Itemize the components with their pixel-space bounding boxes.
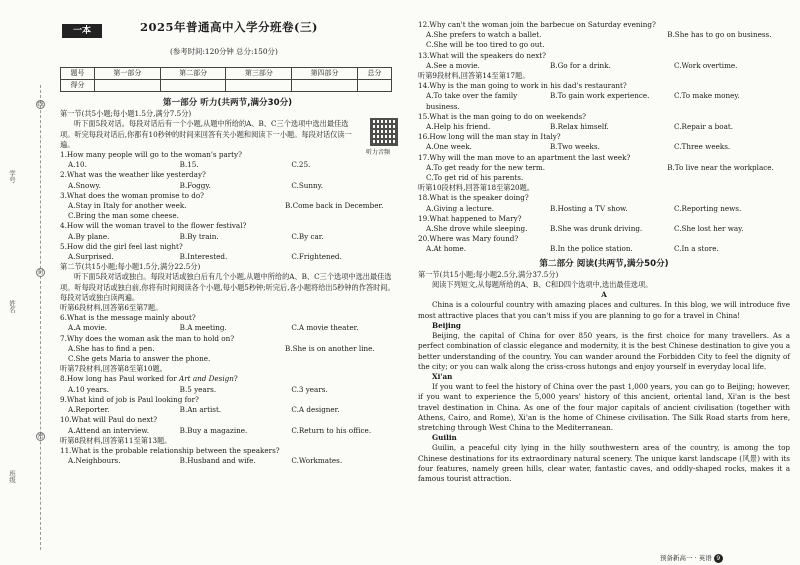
option-a[interactable]: A.She has to find a pen. [68, 343, 155, 353]
option-a[interactable]: A.10 years. [68, 384, 109, 394]
article-paragraph-guilin: Guilin, a peaceful city lying in the hilly southwestern area of the country, is among the top Chinese destinations for its extraordinary natural scenery. The unique karst landscape (风景) with its four features, namely green hills, clear water, fantastic caves, and oddly-shaped rocks, makes it a famous tourist attraction. [418, 443, 790, 483]
option-a[interactable]: A.Snowy. [68, 180, 101, 190]
option-a[interactable]: A.She drove while sleeping. [426, 224, 528, 234]
score-cell[interactable] [226, 80, 292, 92]
qr-code-icon[interactable] [370, 118, 398, 146]
option-a[interactable]: A.Reporter. [68, 405, 110, 415]
option-c[interactable]: C.25. [291, 160, 311, 170]
option-c[interactable]: C.She lost her way. [674, 224, 744, 234]
question-15: 15.What is the man going to do on weekends? [418, 111, 586, 121]
material-10-note: 听第10段材料,回答第18至第20题。 [418, 183, 534, 193]
section1-directions: 听下面5段对话。每段对话后有一个小题,从题中所给的A、B、C三个选项中选出最佳选项。听完每段对话后,你都有10秒钟的时间来回答有关小题和阅读下一小题。每段对话仅读一遍。 [60, 119, 352, 149]
question-17: 17.Why will the man move to an apartment the last week? [418, 152, 631, 162]
score-header-cell: 第四部分 [292, 68, 358, 80]
question-5: 5.How did the girl feel last night? [60, 241, 183, 251]
option-c[interactable]: C.Work overtime. [674, 60, 738, 70]
option-a[interactable]: A.Surprised. [68, 252, 114, 262]
options-12-c [418, 40, 790, 50]
options-19 [418, 224, 790, 234]
material-8-note: 听第8段材料,回答第11至第13题。 [60, 435, 172, 445]
option-a[interactable]: A.Giving a lecture. [426, 203, 495, 213]
options-3 [60, 201, 395, 211]
score-header-cell: 第二部分 [160, 68, 226, 80]
score-header-cell: 题号 [61, 68, 95, 80]
options-11 [60, 456, 395, 466]
option-a[interactable]: A.Neighbours. [68, 456, 121, 466]
option-b[interactable]: B.She has to go on business. [667, 30, 772, 40]
score-table-row [61, 80, 392, 92]
option-c[interactable]: C.Bring the man some cheese. [68, 211, 179, 221]
score-cell[interactable] [292, 80, 358, 92]
option-c[interactable]: C.She gets Maria to answer the phone. [68, 354, 211, 364]
options-7 [60, 344, 395, 354]
score-table-header-row [61, 68, 392, 80]
question-3: 3.What does the woman promise to do? [60, 190, 205, 200]
question-4: 4.How will the woman travel to the flower festival? [60, 221, 247, 231]
question-8-title: Art and Design [179, 374, 234, 384]
article-intro: China is a colourful country with amazing places and cultures. In this blog, we will introduce five most attractive places that you can't miss if you are planning to go for a travel in China! [418, 300, 790, 320]
option-a[interactable]: A.Stay in Italy for another week. [68, 201, 187, 211]
question-12: 12.Why can't the woman join the barbecue on Saturday evening? [418, 20, 656, 29]
options-7-c [60, 354, 395, 364]
option-a[interactable]: A.One week. [426, 142, 472, 152]
option-a[interactable]: A.Attend an interview. [68, 425, 149, 435]
option-a[interactable]: A.10. [68, 160, 87, 170]
score-row-label: 得分 [61, 80, 95, 92]
part2-title: 第二部分 阅读(共两节,满分50分) [539, 258, 669, 269]
option-b[interactable]: B.She was drunk driving. [550, 224, 643, 234]
level-badge: 一本 [62, 24, 102, 38]
article-paragraph-xian: If you want to feel the history of China over the past 1,000 years, you can go to Beijing; however, if you want to experience the 5,000 years' history of this ancient, oriental land, Xi'an is the best travel destination in China. As one of the four major capitals of ancient civilisation (together with Athens, Cairo, and Rome), Xi'an is the home of Chinese civilisation. The Silk Road starts from here, stretching through West China to the Mediterranean. [418, 382, 790, 432]
article-paragraph-beijing: Beijing, the capital of China for over 850 years, is the first choice for many travellers. As a perfect combination of classic elegance and modernity, it is the best Chinese destination to give you a better understanding of the country. You can wander around the Forbidden City to feel the dignity of the city; or you can walk along the criss-cross hutongs and enjoy yourself in everyday local life. [418, 331, 790, 371]
article-label: A [601, 290, 607, 300]
options-8 [60, 385, 395, 395]
options-13 [418, 61, 790, 71]
part1-title: 第一部分 听力(共两节,满分30分) [162, 98, 293, 108]
score-cell[interactable] [95, 80, 161, 92]
option-b[interactable]: B.To live near the workplace. [667, 162, 774, 172]
score-table [60, 67, 392, 92]
option-b[interactable]: B.A meeting. [179, 323, 227, 333]
option-c[interactable]: C.In a store. [674, 244, 719, 254]
question-14: 14.Why is the man going to work in his dad's restaurant? [418, 81, 627, 91]
article-heading-xian: Xi'an [432, 371, 453, 381]
options-17 [418, 163, 790, 173]
options-12 [418, 30, 790, 40]
margin-label-student-id: 学号 [8, 170, 16, 183]
page-number: 9 [714, 554, 723, 563]
reading-section1-heading: 第一节(共15小题;每小题2.5分,满分37.5分) [418, 269, 559, 279]
option-b[interactable]: B.Interested. [179, 252, 228, 262]
margin-mark-seal: 封 [37, 269, 44, 276]
question-7: 7.Why does the woman ask the man to hold on? [60, 333, 235, 343]
footer-text: 预备新高一 · 英语 [660, 554, 712, 562]
options-6 [60, 323, 395, 333]
question-9: 9.What kind of job is Paul looking for? [60, 394, 199, 404]
option-a[interactable]: A.Help his friend. [426, 122, 491, 132]
option-b[interactable]: B.5 years. [179, 384, 217, 394]
option-b[interactable]: B.In the police station. [550, 244, 633, 254]
material-6-note: 听第6段材料,回答第6至第7题。 [60, 303, 163, 313]
option-b[interactable]: B.Husband and wife. [179, 456, 256, 466]
question-8-text: 8.How long has Paul worked for [60, 374, 180, 384]
option-c[interactable]: C.To get rid of his parents. [426, 173, 524, 183]
option-b[interactable]: B.Foggy. [179, 180, 211, 190]
question-11: 11.What is the probable relationship between the speakers? [60, 445, 280, 455]
option-a[interactable]: A.By plane. [68, 231, 110, 241]
options-3-c [60, 211, 395, 221]
options-1 [60, 160, 395, 170]
options-17-c [418, 173, 790, 183]
options-18 [418, 204, 790, 214]
binding-margin [0, 0, 52, 565]
question-10: 10.What will Paul do next? [60, 415, 158, 425]
question-18: 18.What is the speaker doing? [418, 193, 529, 203]
binding-line [40, 85, 41, 550]
question-20: 20.Where was Mary found? [418, 234, 519, 244]
question-8 [60, 374, 395, 384]
option-c[interactable]: C.Three weeks. [674, 142, 731, 152]
article-heading-beijing: Beijing [432, 320, 461, 330]
question-8-mark: ? [233, 374, 238, 384]
option-c[interactable]: C.Repair a boat. [674, 122, 734, 132]
qr-code-label: 听力音频 [366, 149, 391, 156]
option-c[interactable]: C.Return to his office. [291, 425, 372, 435]
option-b[interactable]: B.Buy a magazine. [179, 425, 248, 435]
option-c[interactable]: C.To make money. [674, 91, 740, 101]
option-c[interactable]: C.Workmates. [291, 456, 343, 466]
reading-directions: 阅读下列短文,从每题所给的A、B、C和D四个选项中,选出最佳选项。 [432, 280, 653, 290]
option-a[interactable]: A.A movie. [68, 323, 107, 333]
score-header-cell: 第一部分 [95, 68, 161, 80]
option-a[interactable]: A.To get ready for the new term. [426, 162, 546, 172]
margin-label-name: 姓名 [8, 300, 16, 313]
left-column [60, 0, 395, 466]
option-c[interactable]: C.A movie theater. [291, 323, 359, 333]
option-b[interactable]: B.To gain work experience. [550, 91, 650, 101]
options-16 [418, 142, 790, 152]
option-a[interactable]: A.At home. [426, 244, 467, 254]
material-7-note: 听第7段材料,回答第8至第10题。 [60, 364, 167, 374]
options-9 [60, 405, 395, 415]
question-16: 16.How long will the man stay in Italy? [418, 132, 561, 142]
option-b[interactable]: B.Relax himself. [550, 122, 609, 132]
score-cell[interactable] [160, 80, 226, 92]
margin-mark-line: 线 [37, 101, 44, 108]
options-5 [60, 252, 395, 262]
option-c[interactable]: C.By car. [291, 231, 324, 241]
option-c[interactable]: C.Sunny. [291, 180, 324, 190]
options-20 [418, 244, 790, 254]
exam-subtitle: (参考时间:120分钟 总分:150分) [170, 47, 278, 56]
right-column [418, 20, 790, 484]
score-header-cell: 总分 [357, 68, 391, 80]
margin-label-class: 班级 [8, 470, 16, 483]
score-cell[interactable] [357, 80, 391, 92]
margin-mark-secret: 密 [37, 433, 44, 440]
option-c[interactable]: C.Frightened. [291, 252, 342, 262]
option-c[interactable]: C.Reporting news. [674, 203, 742, 213]
option-b[interactable]: B.Two weeks. [550, 142, 600, 152]
exam-title: 2025年普通高中入学分班卷(三) [140, 20, 318, 34]
question-19: 19.What happened to Mary? [418, 213, 522, 223]
question-2: 2.What was the weather like yesterday? [60, 170, 206, 180]
option-a[interactable]: A.See a movie. [426, 60, 480, 70]
option-b[interactable]: B.An artist. [179, 405, 222, 415]
option-b[interactable]: B.Hosting a TV show. [550, 203, 628, 213]
option-b[interactable]: B.By train. [179, 231, 219, 241]
options-2 [60, 181, 395, 191]
options-4 [60, 232, 395, 242]
article-heading-guilin: Guilin [432, 433, 457, 443]
part1-content [60, 94, 395, 466]
option-b[interactable]: B.Go for a drink. [550, 60, 611, 70]
options-10 [60, 426, 395, 436]
option-b[interactable]: B.Come back in December. [285, 201, 384, 211]
score-header-cell: 第三部分 [226, 68, 292, 80]
material-9-note: 听第9段材料,回答第14至第17题。 [418, 71, 530, 81]
option-a[interactable]: A.She prefers to watch a ballet. [426, 30, 542, 40]
section2-directions: 听下面5段对话或独白。每段对话或独白后有几个小题,从题中所给的A、B、C三个选项中选出最佳选项。听每段对话或独白前,你将有时间阅读各个小题,每小题5秒钟;听完后,各小题将给出5秒钟的作答时间。每段对话或独白读两遍。 [60, 272, 395, 302]
section1-heading: 第一节(共5小题;每小题1.5分,满分7.5分) [60, 109, 192, 119]
question-13: 13.What will the speakers do next? [418, 50, 547, 60]
section2-heading: 第二节(共15小题;每小题1.5分,满分22.5分) [60, 262, 201, 272]
option-b[interactable]: B.She is on another line. [285, 343, 375, 353]
question-1: 1.How many people will go to the woman's party? [60, 150, 242, 160]
options-14 [418, 91, 790, 111]
option-c[interactable]: C.A designer. [291, 405, 340, 415]
option-c[interactable]: C.She will be too tired to go out. [426, 40, 545, 50]
exam-header [60, 0, 395, 44]
page-footer [660, 553, 723, 563]
options-15 [418, 122, 790, 132]
option-c[interactable]: C.3 years. [291, 384, 328, 394]
option-a[interactable]: A.To take over the family business. [426, 91, 518, 111]
question-6: 6.What is the message mainly about? [60, 313, 196, 323]
option-b[interactable]: B.15. [179, 160, 199, 170]
